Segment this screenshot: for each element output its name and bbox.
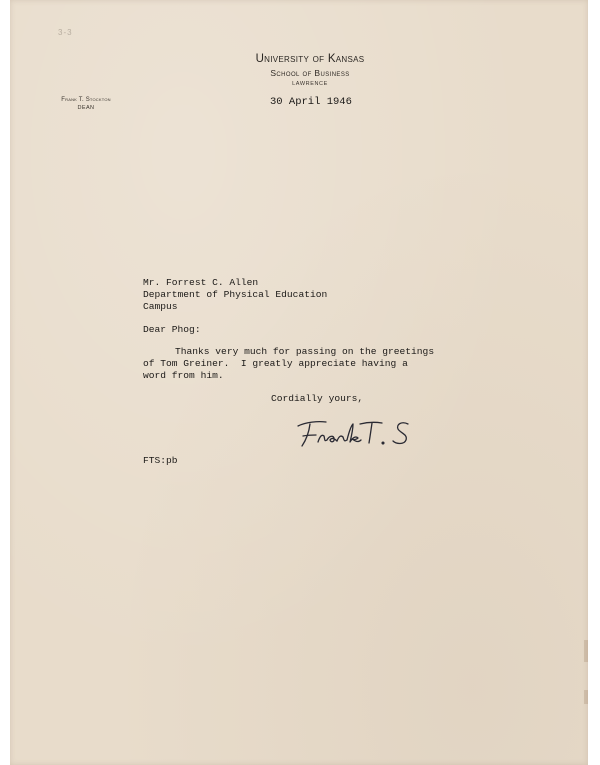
- reference-initials: FTS:pb: [143, 455, 178, 466]
- body-line: Thanks very much for passing on the greetings: [175, 346, 435, 357]
- letterhead-sender-title: DEAN: [77, 105, 95, 111]
- recipient-location: Campus: [143, 301, 178, 312]
- letterhead-city: LAWRENCE: [292, 81, 328, 87]
- salutation: Dear Phog:: [143, 324, 201, 335]
- letterhead-school: School of Business: [270, 68, 350, 78]
- paper-edge-mark: [584, 690, 588, 704]
- body-line: word from him.: [143, 370, 224, 381]
- letterhead-institution: University of Kansas: [255, 53, 365, 65]
- paper-edge-mark: [584, 640, 588, 662]
- letter-date: 30 April 1946: [270, 96, 352, 108]
- letter-page: [10, 0, 588, 765]
- handwritten-signature: [292, 412, 422, 454]
- recipient-name: Mr. Forrest C. Allen: [143, 277, 259, 288]
- recipient-department: Department of Physical Education: [143, 289, 328, 300]
- body-line: of Tom Greiner. I greatly appreciate having a: [143, 358, 408, 369]
- letterhead-sender-name: Frank T. Stockton: [61, 97, 111, 103]
- closing: Cordially yours,: [271, 393, 364, 404]
- archive-mark: 3-3: [58, 28, 73, 37]
